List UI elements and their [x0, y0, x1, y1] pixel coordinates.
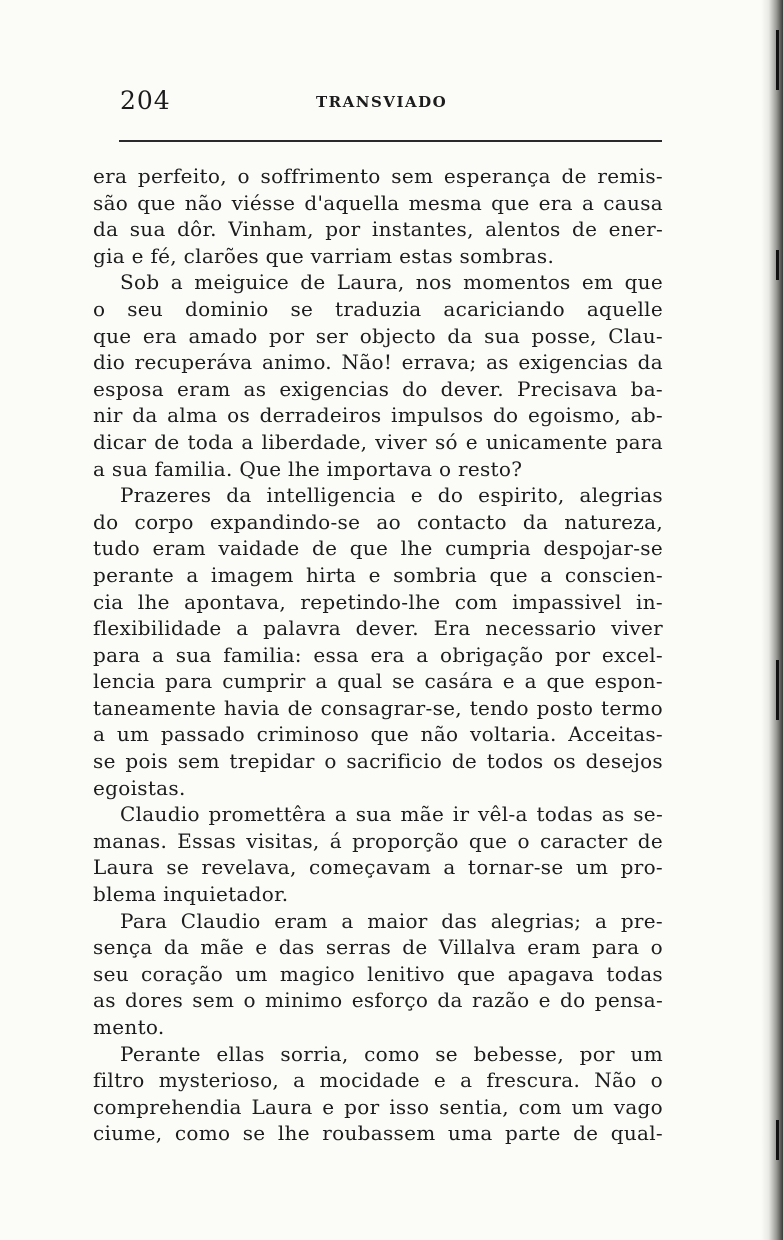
- edge-mark: [776, 1120, 779, 1160]
- text-line: nir da alma os derradeiros impulsos do egoismo, ab-: [93, 403, 663, 428]
- text-line: comprehendia Laura e por isso sentia, com um vago: [93, 1094, 663, 1119]
- text-line: as dores sem o minimo esforço da razão e do pensa-: [93, 988, 663, 1013]
- text-line: dicar de toda a liberdade, viver só e unicamente para: [93, 429, 663, 454]
- text-line: Claudio promettêra a sua mãe ir vêl-a todas as se-: [120, 802, 663, 827]
- text-line: a sua familia. Que lhe importava o resto?: [93, 456, 523, 481]
- text-line: tudo eram vaidade de que lhe cumpria despojar-se: [93, 536, 663, 561]
- text-line: era perfeito, o soffrimento sem esperança de remis-: [93, 164, 663, 188]
- edge-mark: [776, 30, 779, 90]
- text-line: flexibilidade a palavra dever. Era necessario viver: [93, 616, 663, 641]
- text-line: mento.: [93, 1015, 165, 1039]
- edge-mark: [776, 660, 779, 720]
- page-number: 204: [120, 86, 171, 115]
- text-line: manas. Essas visitas, á proporção que o caracter de: [93, 828, 663, 853]
- text-line: são que não viésse d'aquella mesma que era a causa: [93, 190, 663, 215]
- text-line: a um passado criminoso que não voltaria. Acceitas-: [93, 722, 663, 747]
- text-line: gia e fé, clarões que varriam estas sombras.: [93, 243, 555, 268]
- text-line: perante a imagem hirta e sombria que a conscien-: [93, 562, 663, 587]
- text-line: Laura se revelava, começavam a tornar-se um pro-: [93, 855, 663, 880]
- text-line: filtro mysterioso, a mocidade e a frescura. Não o: [93, 1068, 663, 1093]
- header-rule: [119, 140, 662, 142]
- text-line: dio recuperáva animo. Não! errava; as exigencias da: [93, 350, 663, 375]
- page-edge-shadow: [761, 0, 783, 1240]
- text-line: sença da mãe e das serras de Villalva eram para o: [93, 935, 663, 960]
- text-line: da sua dôr. Vinham, por instantes, alentos de ener-: [93, 217, 663, 242]
- text-line: seu coração um magico lenitivo que apagava todas: [93, 961, 663, 986]
- text-line: lencia para cumprir a qual se casára e a que espon-: [93, 669, 663, 694]
- text-line: esposa eram as exigencias do dever. Precisava ba-: [93, 376, 663, 401]
- text-line: do corpo expandindo-se ao contacto da natureza,: [93, 509, 663, 534]
- text-line: blema inquietador.: [93, 882, 289, 907]
- text-line: Para Claudio eram a maior das alegrias; a pre-: [120, 908, 663, 933]
- text-line: Prazeres da intelligencia e do espirito, alegrias: [120, 483, 663, 508]
- text-line: que era amado por ser objecto da sua posse, Clau-: [93, 323, 663, 348]
- text-line: taneamente havia de consagrar-se, tendo posto termo: [93, 695, 663, 720]
- text-line: cia lhe apontava, repetindo-lhe com impassivel in-: [93, 589, 663, 614]
- body-text: [93, 163, 663, 1147]
- text-line: para a sua familia: essa era a obrigação por excel-: [93, 642, 663, 667]
- text-line: se pois sem trepidar o sacrificio de todos os desejos: [93, 749, 663, 774]
- text-line: o seu dominio se traduzia acariciando aquelle: [93, 296, 663, 321]
- running-title: TRANSVIADO: [316, 93, 448, 111]
- text-line: Perante ellas sorria, como se bebesse, por um: [120, 1041, 663, 1066]
- text-line: ciume, como se lhe roubassem uma parte de qual-: [93, 1121, 663, 1146]
- text-line: Sob a meiguice de Laura, nos momentos em que: [120, 270, 663, 295]
- text-line: egoistas.: [93, 775, 186, 800]
- edge-mark: [776, 250, 779, 280]
